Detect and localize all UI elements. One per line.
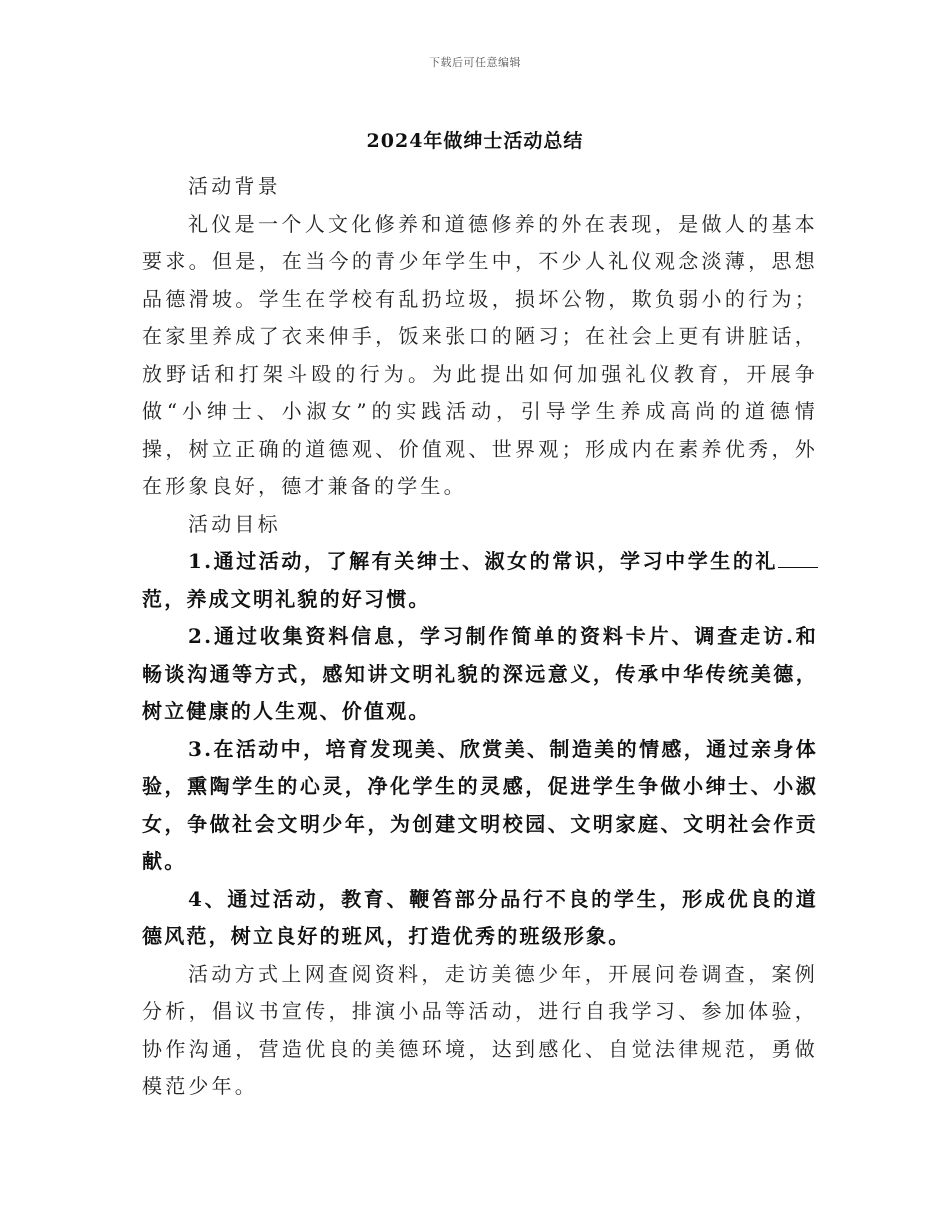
goal-1-text-before: 1.通过活动，了解有关绅士、淑女的常识，学习中学生的礼 xyxy=(188,549,778,573)
goal-4-paragraph: 4、通过活动，教育、鞭笞部分品行不良的学生，形成优良的道德风范，树立良好的班风，打造优秀的班级形象。 xyxy=(142,886,818,948)
fill-in-blank xyxy=(778,549,818,568)
document-body xyxy=(142,168,818,1106)
goals-heading: 活动目标 xyxy=(188,511,281,536)
background-heading: 活动背景 xyxy=(188,174,281,198)
goal-3-paragraph: 3.在活动中，培育发现美、欣赏美、制造美的情感，通过亲身体验，熏陶学生的心灵，净化学生的灵感，促进学生争做小绅士、小淑女，争做社会文明少年，为创建文明校园、文明家庭、文明社会作贡献。 xyxy=(142,736,818,873)
goal-1-text-after: 范，养成文明礼貌的好习惯。 xyxy=(142,586,431,611)
goal-2-paragraph: 2.通过收集资料信息，学习制作简单的资料卡片、调查走访.和畅谈沟通等方式，感知讲文明礼貌的深远意义，传承中华传统美德，树立健康的人生观、价值观。 xyxy=(142,624,818,723)
background-paragraph: 礼仪是一个人文化修养和道德修养的外在表现，是做人的基本要求。但是，在当今的青少年学生中，不少人礼仪观念淡薄，思想品德滑坡。学生在学校有乱扔垃圾，损坏公物，欺负弱小的行为；在家里养成了衣来伸手，饭来张口的陋习；在社会上更有讲脏话，放野话和打架斗殴的行为。为此提出如何加强礼仪教育，开展争做“小绅士、小淑女”的实践活动，引导学生养成高尚的道德情操，树立正确的道德观、价值观、世界观；形成内在素养优秀，外在形象良好，德才兼备的学生。 xyxy=(142,211,818,498)
header-note: 下载后可任意编辑 xyxy=(429,56,521,69)
document-title: 2024年做绅士活动总结 xyxy=(366,130,584,152)
goal-1-paragraph xyxy=(142,543,818,618)
methods-paragraph: 活动方式上网查阅资料，走访美德少年，开展问卷调查，案例分析，倡议书宣传，排演小品等活动，进行自我学习、参加体验，协作沟通，营造优良的美德环境，达到感化、自觉法律规范，勇做模范少年。 xyxy=(142,961,818,1098)
